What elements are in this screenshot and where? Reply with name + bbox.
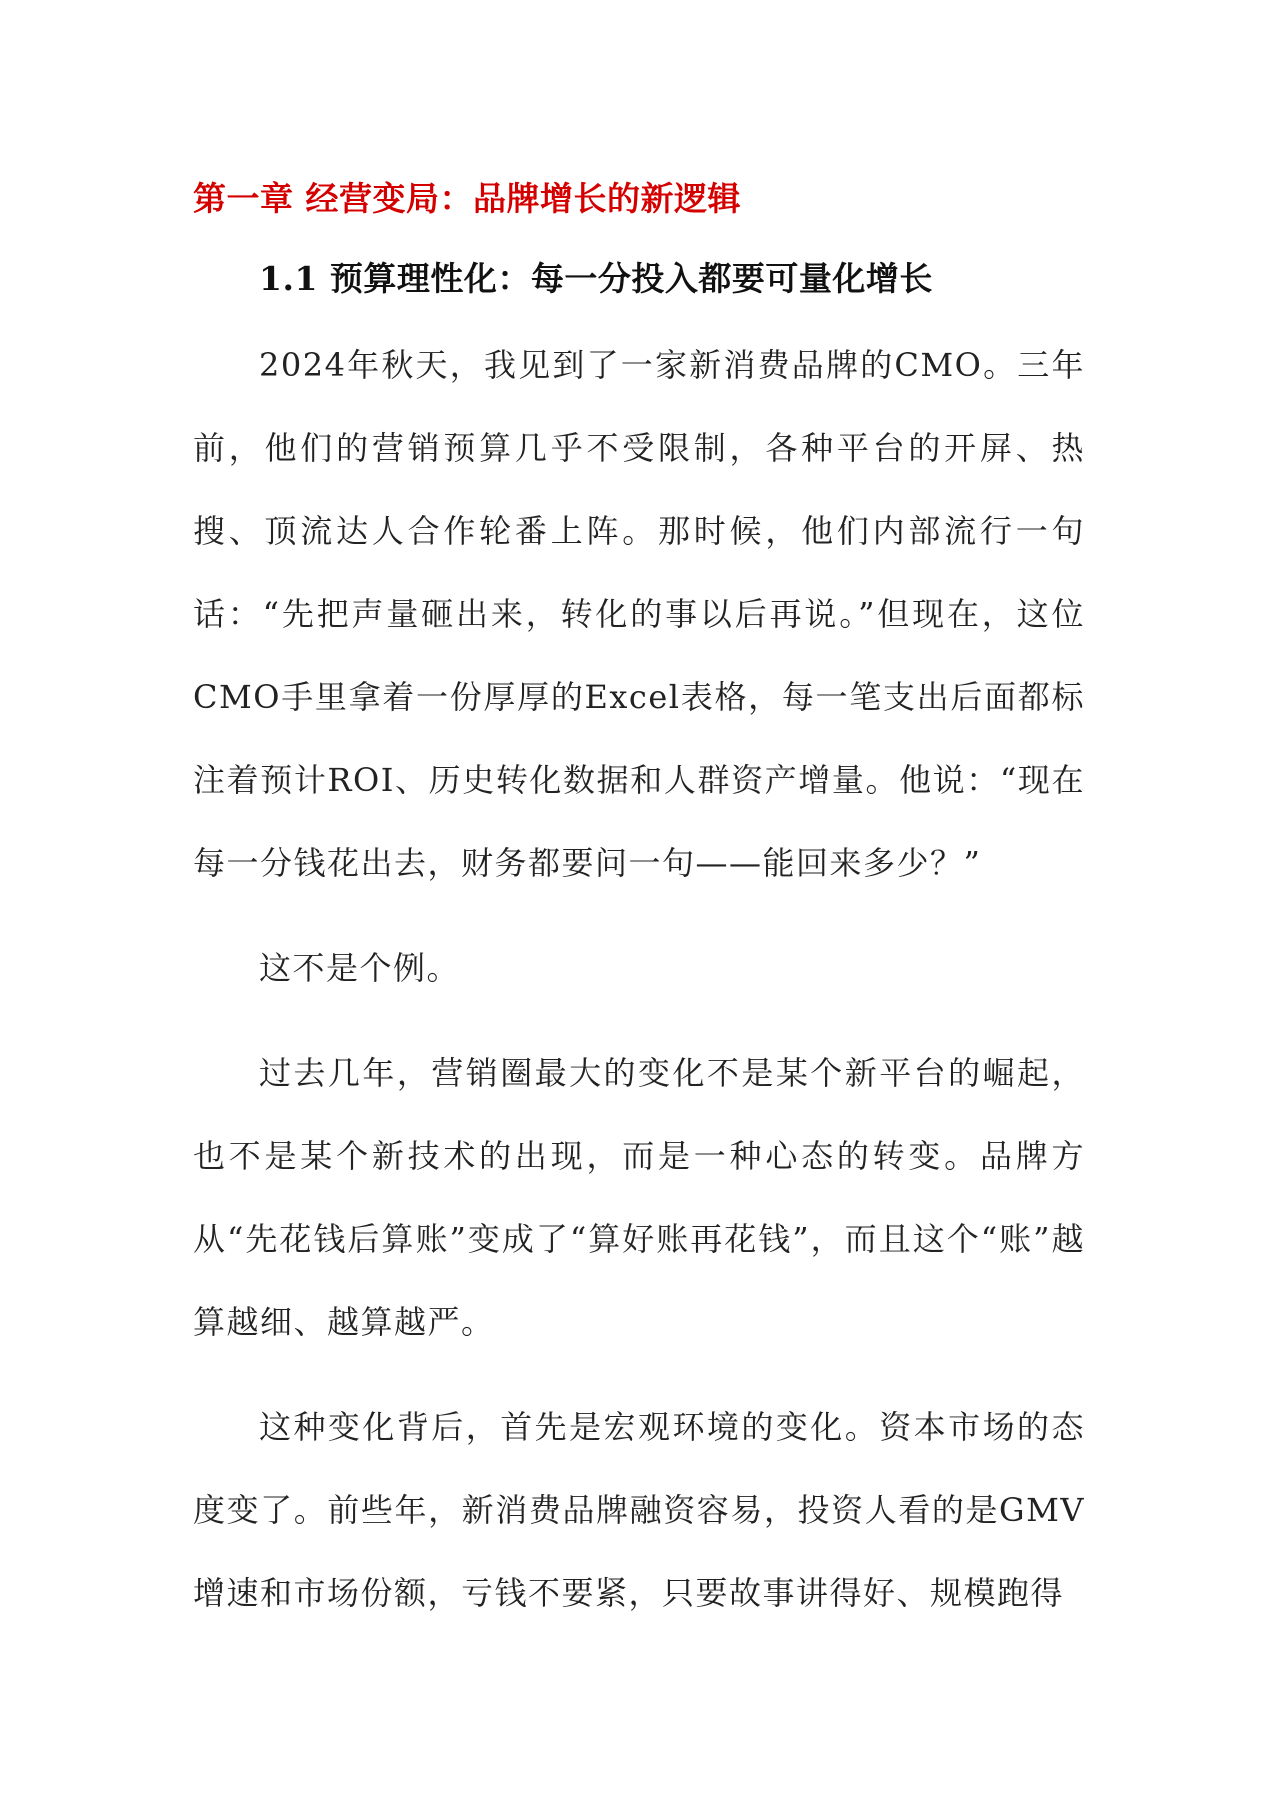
chapter-title: 第一章 经营变局：品牌增长的新逻辑: [193, 179, 741, 218]
paragraph-3: 过去几年，营销圈最大的变化不是某个新平台的崛起，也不是某个新技术的出现，而是一种心态的转变。品牌方从“先花钱后算账”变成了“算好账再花钱”，而且这个“账”越算越细、越算越严。: [193, 1054, 1085, 1341]
document-body: [193, 170, 1085, 1635]
paragraph-2: 这不是个例。: [259, 949, 461, 987]
section-title: 1.1 预算理性化：每一分投入都要可量化增长: [259, 259, 933, 298]
paragraph-4: 这种变化背后，首先是宏观环境的变化。资本市场的态度变了。前些年，新消费品牌融资容易，投资人看的是GMV增速和市场份额，亏钱不要紧，只要故事讲得好、规模跑得: [193, 1408, 1085, 1612]
paragraph-1: 2024年秋天，我见到了一家新消费品牌的CMO。三年前，他们的营销预算几乎不受限制，各种平台的开屏、热搜、顶流达人合作轮番上阵。那时候，他们内部流行一句话：“先把声量砸出来，转化的事以后再说。”但现在，这位CMO手里拿着一份厚厚的Excel表格，每一笔支出后面都标注着预计ROI、历史转化数据和人群资产增量。他说：“现在每一分钱花出去，财务都要问一句——能回来多少？”: [193, 346, 1085, 882]
